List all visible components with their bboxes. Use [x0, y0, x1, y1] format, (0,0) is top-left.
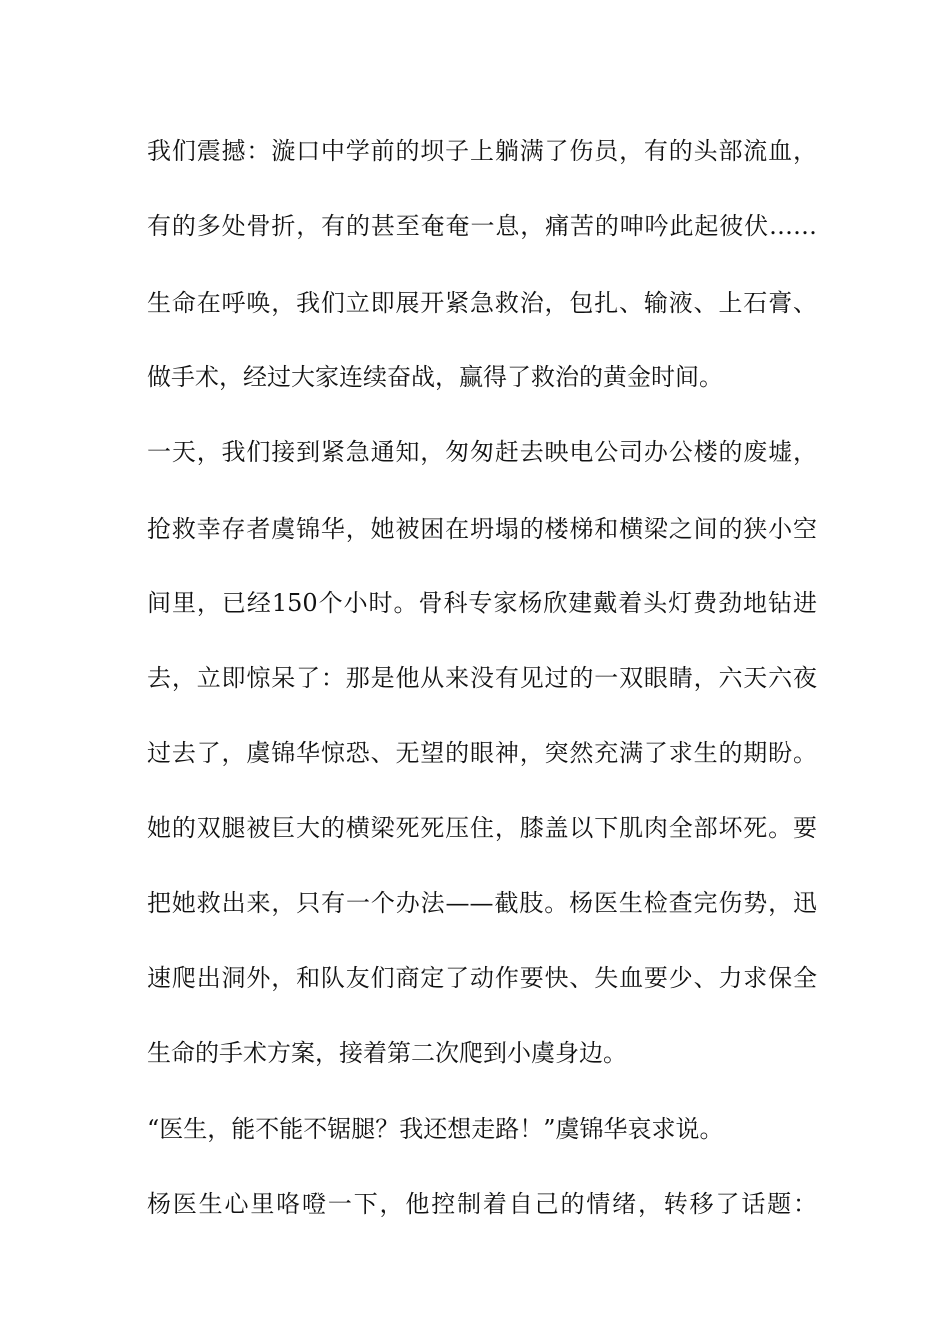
text-line-6: 抢救幸存者虞锦华，她被困在坍塌的楼梯和横梁之间的狭小空: [147, 515, 817, 543]
text-line-1: 我们震撼：漩口中学前的坝子上躺满了伤员，有的头部流血，: [147, 137, 817, 165]
text-line-15: 杨医生心里咯噔一下，他控制着自己的情绪，转移了话题：: [147, 1190, 817, 1218]
text-line-8: 去，立即惊呆了：那是他从来没有见过的一双眼睛，六天六夜: [147, 664, 817, 692]
text-line-12: 速爬出洞外，和队友们商定了动作要快、失血要少、力求保全: [147, 964, 817, 992]
text-line-14: “医生，能不能不锯腿？我还想走路！”虞锦华哀求说。: [147, 1115, 724, 1143]
text-line-4: 做手术，经过大家连续奋战，赢得了救治的黄金时间。: [147, 363, 723, 391]
text-line-2: 有的多处骨折，有的甚至奄奄一息，痛苦的呻吟此起彼伏……: [147, 212, 817, 240]
text-line-13: 生命的手术方案，接着第二次爬到小虞身边。: [147, 1039, 627, 1067]
text-line-9: 过去了，虞锦华惊恐、无望的眼神，突然充满了求生的期盼。: [147, 739, 817, 767]
text-line-3: 生命在呼唤，我们立即展开紧急救治，包扎、输液、上石膏、: [147, 289, 817, 317]
text-line-7: 间里，已经150个小时。骨科专家杨欣建戴着头灯费劲地钻进: [147, 589, 817, 617]
text-line-11: 把她救出来，只有一个办法——截肢。杨医生检查完伤势，迅: [147, 889, 817, 917]
text-line-5: 一天，我们接到紧急通知，匆匆赶去映电公司办公楼的废墟，: [147, 438, 817, 466]
text-line-10: 她的双腿被巨大的横梁死死压住，膝盖以下肌肉全部坏死。要: [147, 814, 817, 842]
